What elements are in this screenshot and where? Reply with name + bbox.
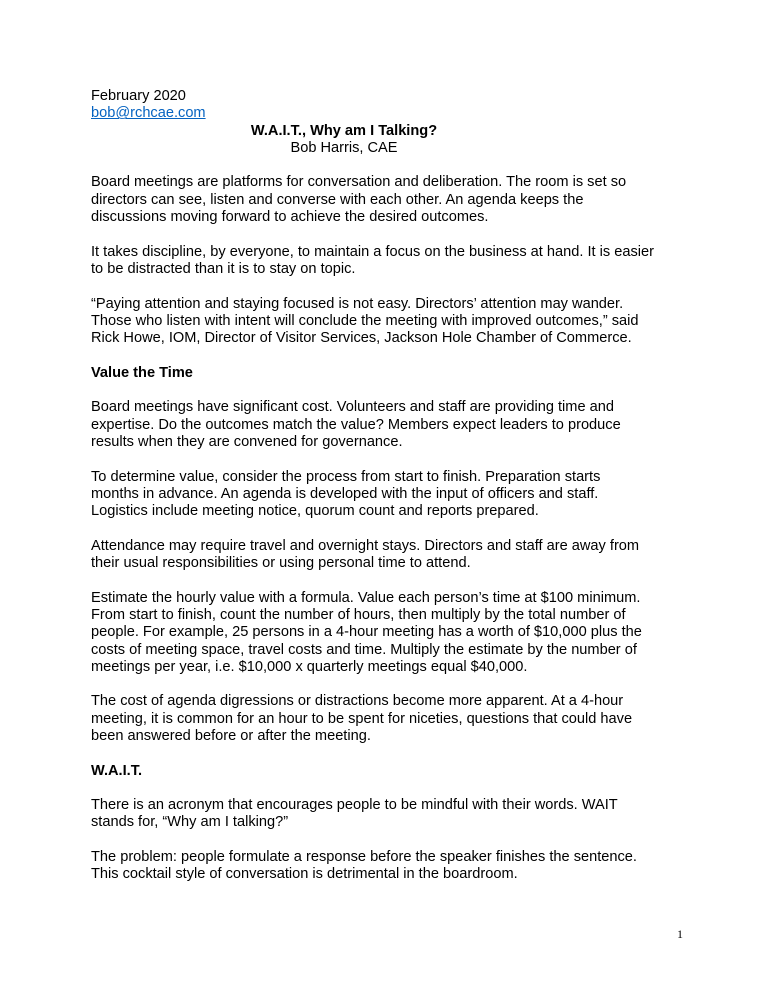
section-heading: W.A.I.T. [91,762,143,779]
paragraph-line: people. For example, 25 persons in a 4-hour meeting has a worth of $10,000 plus the [91,624,642,641]
paragraph-line: meetings per year, i.e. $10,000 x quarterly meetings equal $40,000. [91,658,528,675]
paragraph-line: results when they are convened for governance. [91,433,403,450]
body-paragraph [91,296,691,348]
body-paragraph [91,174,691,226]
paragraph-line: Attendance may require travel and overnight stays. Directors and staff are away from [91,537,640,554]
paragraph-line: expertise. Do the outcomes match the value? Members expect leaders to produce [91,416,621,433]
document-date: February 2020 [91,88,186,104]
document-author: Bob Harris, CAE [290,139,398,156]
paragraph-line: to be distracted than it is to stay on topic. [91,260,356,277]
body-paragraph [91,797,691,832]
paragraph-line: The problem: people formulate a response before the speaker finishes the sentence. [91,849,637,866]
body-paragraph [91,244,691,279]
paragraph-line: directors can see, listen and converse with each other. An agenda keeps the [91,191,584,208]
paragraph-line: From start to finish, count the number of hours, then multiply by the total number of [91,606,626,623]
paragraph-line: Estimate the hourly value with a formula. Value each person’s time at $100 minimum. [91,589,641,606]
document-title: W.A.I.T., Why am I Talking? [250,122,438,139]
paragraph-line: stands for, “Why am I talking?” [91,814,289,831]
page-number: 1 [677,927,683,941]
paragraph-line: To determine value, consider the process from start to finish. Preparation starts [91,468,601,485]
body-paragraph [91,590,691,676]
document-page [91,88,691,901]
paragraph-line: This cocktail style of conversation is detrimental in the boardroom. [91,866,518,883]
paragraph-line: There is an acronym that encourages people to be mindful with their words. WAIT [91,797,618,814]
paragraph-line: It takes discipline, by everyone, to maintain a focus on the business at hand. It is easier [91,243,654,260]
paragraph-line: months in advance. An agenda is developed with the input of officers and staff. [91,485,599,502]
paragraph-line: The cost of agenda digressions or distractions become more apparent. At a 4-hour [91,693,624,710]
paragraph-line: Board meetings are platforms for conversation and deliberation. The room is set so [91,174,627,191]
body-paragraph [91,693,691,745]
author-email-link[interactable]: bob@rchcae.com [91,105,206,122]
document-body [91,174,691,883]
paragraph-line: Logistics include meeting notice, quorum count and reports prepared. [91,503,539,520]
paragraph-line: meeting, it is common for an hour to be spent for niceties, questions that could have [91,710,633,727]
paragraph-line: Those who listen with intent will conclude the meeting with improved outcomes,” said [91,312,639,329]
body-paragraph [91,538,691,573]
paragraph-line: their usual responsibilities or using personal time to attend. [91,555,471,572]
body-paragraph [91,399,691,451]
paragraph-line: Rick Howe, IOM, Director of Visitor Services, Jackson Hole Chamber of Commerce. [91,330,632,347]
body-paragraph [91,849,691,884]
paragraph-line: “Paying attention and staying focused is not easy. Directors’ attention may wander. [91,295,624,312]
paragraph-line: costs of meeting space, travel costs and time. Multiply the estimate by the number of [91,641,637,658]
body-paragraph [91,469,691,521]
paragraph-line: been answered before or after the meeting. [91,727,371,744]
paragraph-line: Board meetings have significant cost. Volunteers and staff are providing time and [91,399,614,416]
paragraph-line: discussions moving forward to achieve the desired outcomes. [91,209,489,226]
section-heading: Value the Time [91,364,193,381]
